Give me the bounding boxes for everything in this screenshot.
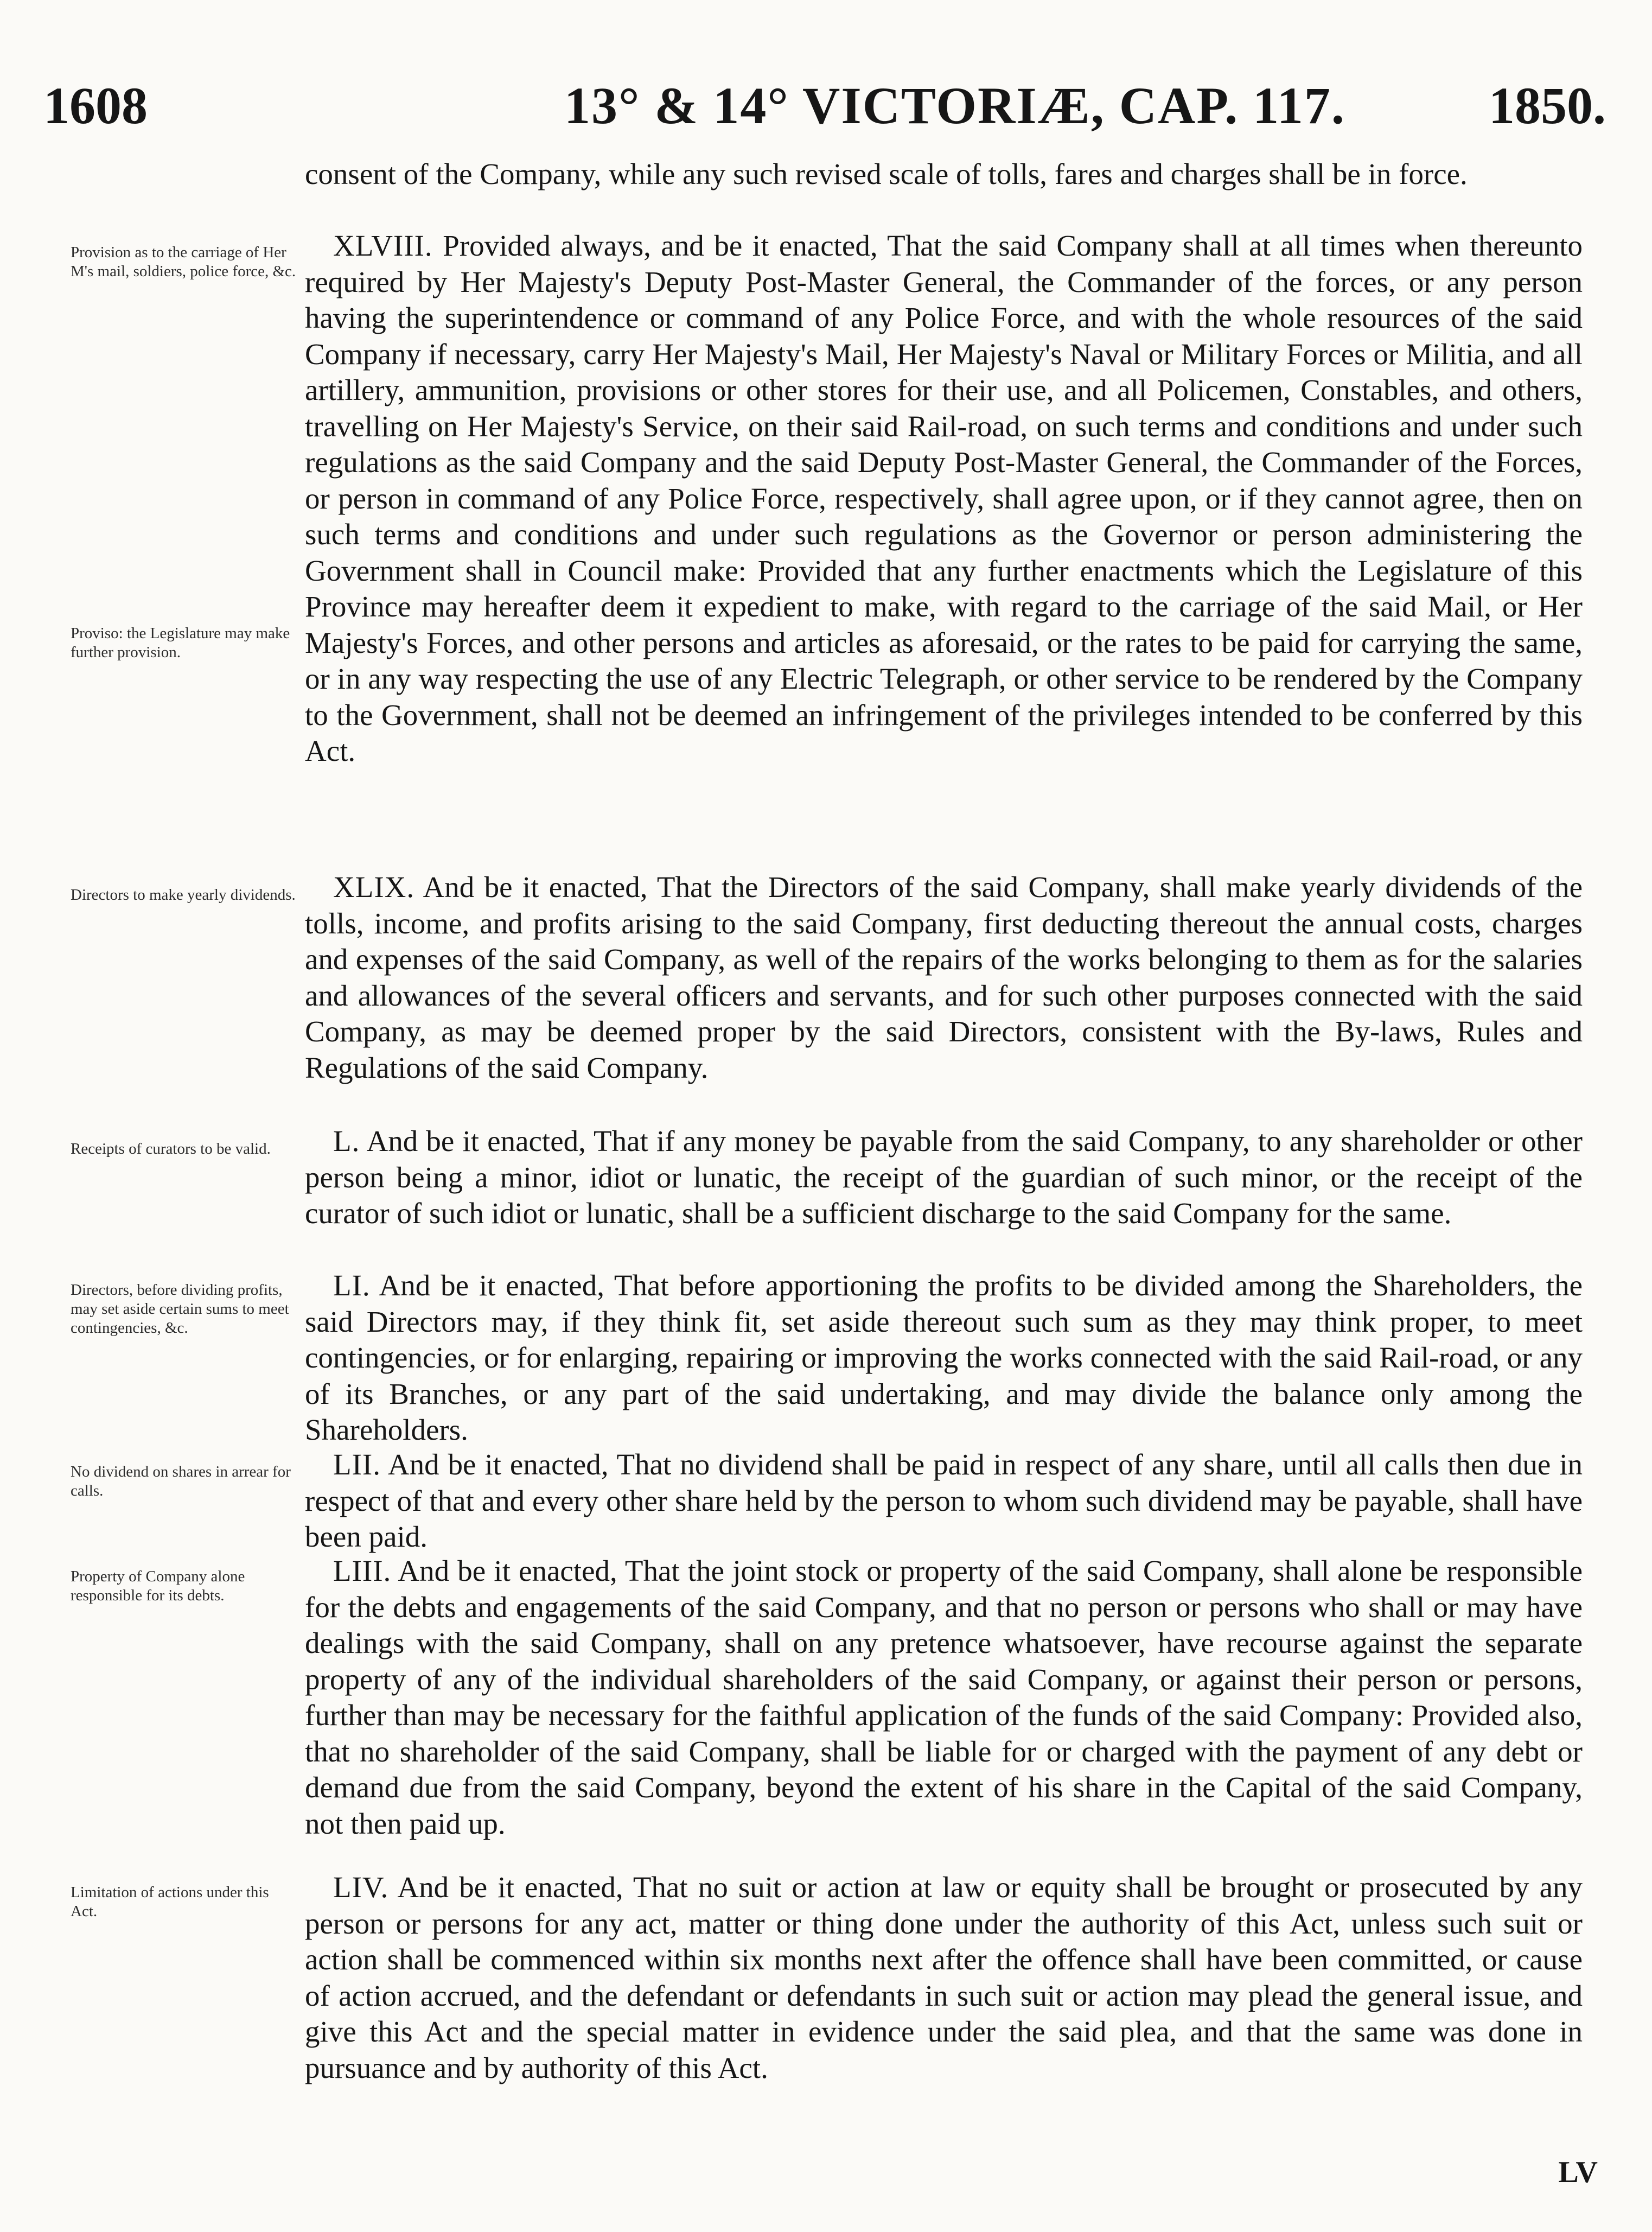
marginal-note: Directors to make yearly dividends. <box>71 886 296 904</box>
section-text <box>305 1869 1583 2086</box>
section-numeral: L. <box>333 1124 360 1158</box>
section-body: And be it enacted, That no suit or action at law or equity shall be brought or prosecuted by any person or persons for any act, matter or thing done under the authority of this Act, unless such suit or action shall be commenced within six months next after the offence shall have been committed, or cause of action accrued, and the defendant or defendants in such suit or action may plead the general issue, and give this Act and the special matter in evidence under the said plea, and that the same was done in pursuance and by authority of this Act. <box>305 1871 1583 2084</box>
section-body: Provided always, and be it enacted, That the said Company shall at all times when thereunto required by Her Majesty's Deputy Post-Master General, the Commander of the forces, or any person having the superintendence or command of any Police Force, and with the whole resources of the said Company if necessary, carry Her Majesty's Mail, Her Majesty's Naval or Military Forces or Militia, and all artillery, ammunition, provisions or other stores for their use, and all Policemen, Constables, and others, travelling on Her Majesty's Service, on their said Rail-road, on such terms and conditions and under such regulations as the said Company and the said Deputy Post-Master General, the Commander of the Forces, or person in command of any Police Force, respectively, shall agree upon, or if they cannot agree, then on such terms and conditions and under such regulations as the Governor or person administering the Government shall in Council make: Provided that any further enactments which the Legislature of this Province may hereafter deem it expedient to make, with regard to the carriage of the said Mail, or Her Majesty's Forces, and other persons and articles as aforesaid, or the rates to be paid for carrying the same, or in any way respecting the use of any Electric Telegraph, or other service to be rendered by the Company to the Government, shall not be deemed an infringement of the privileges intended to be conferred by this Act. <box>305 229 1583 767</box>
page-header <box>43 76 1606 136</box>
section-text <box>305 1447 1583 1555</box>
marginal-note: Directors, before dividing profits, may set aside certain sums to meet contingencies, &c. <box>71 1281 289 1337</box>
section-numeral: XLIX. <box>333 870 415 904</box>
header-year: 1850. <box>1489 77 1606 135</box>
section-numeral: LIV. <box>333 1871 389 1904</box>
section-numeral: XLVIII. <box>333 229 433 262</box>
marginal-note: Provision as to the carriage of Her M's mail, soldiers, police force, &c. <box>71 244 296 280</box>
page-number: 1608 <box>43 77 148 135</box>
marginal-note: No dividend on shares in arrear for calls. <box>71 1463 291 1499</box>
marginal-note: Property of Company alone responsible for its debts. <box>71 1568 245 1604</box>
marginal-note: Limitation of actions under this Act. <box>71 1884 269 1920</box>
section-body: And be it enacted, That before apportioning the profits to be divided among the Shareholders, the said Directors may, if they think fit, set aside thereout such sum as they may think proper, to meet contingencies, or for enlarging, repairing or improving the works connected with the said Rail-road, or any of its Branches, or any part of the said undertaking, and may divide the balance only among the Shareholders. <box>305 1269 1583 1446</box>
section-numeral: LII. <box>333 1448 381 1481</box>
continued-text: consent of the Company, while any such revised scale of tolls, fares and charges shall be in force. <box>305 157 1468 190</box>
section-numeral: LIII. <box>333 1554 392 1587</box>
catchword: LV <box>1558 2155 1598 2189</box>
section-text <box>305 869 1583 1086</box>
section-numeral: LI. <box>333 1269 371 1302</box>
section-text <box>305 1268 1583 1448</box>
marginal-note: Proviso: the Legislature may make further provision. <box>71 625 290 661</box>
section-body: And be it enacted, That no dividend shall be paid in respect of any share, until all calls then due in respect of that and every other share held by the person to whom such dividend may be payable, shall have been paid. <box>305 1448 1583 1553</box>
section-text <box>305 1123 1583 1232</box>
section-body: And be it enacted, That the joint stock or property of the said Company, shall alone be responsible for the debts and engagements of the said Company, and that no person or persons who shall or may have dealings with the said Company, shall on any pretence whatsoever, have recourse against the separate property of any of the individual shareholders of the said Company, or against their person or persons, further than may be necessary for the faithful application of the funds of the said Company: Provided also, that no shareholder of the said Company, shall be liable for or charged with the payment of any debt or demand due from the said Company, beyond the extent of his share in the Capital of the said Company, not then paid up. <box>305 1554 1583 1840</box>
section-text <box>305 1553 1583 1842</box>
running-title: 13° & 14° VICTORIÆ, CAP. 117. <box>564 77 1345 135</box>
section-text <box>305 228 1583 770</box>
marginal-note: Receipts of curators to be valid. <box>71 1140 271 1158</box>
section-body: And be it enacted, That if any money be payable from the said Company, to any shareholder or other person being a minor, idiot or lunatic, the receipt of the guardian of such minor, or the receipt of the curator of such idiot or lunatic, shall be a sufficient discharge to the said Company for the same. <box>305 1124 1583 1230</box>
section-body: And be it enacted, That the Directors of the said Company, shall make yearly dividends of the tolls, income, and profits arising to the said Company, first deducting thereout the annual costs, charges and expenses of the said Company, as well of the repairs of the works belonging to them as for the salaries and allowances of the several officers and servants, and for such other purposes connected with the said Company, as may be deemed proper by the said Directors, consistent with the By-laws, Rules and Regulations of the said Company. <box>305 870 1583 1084</box>
